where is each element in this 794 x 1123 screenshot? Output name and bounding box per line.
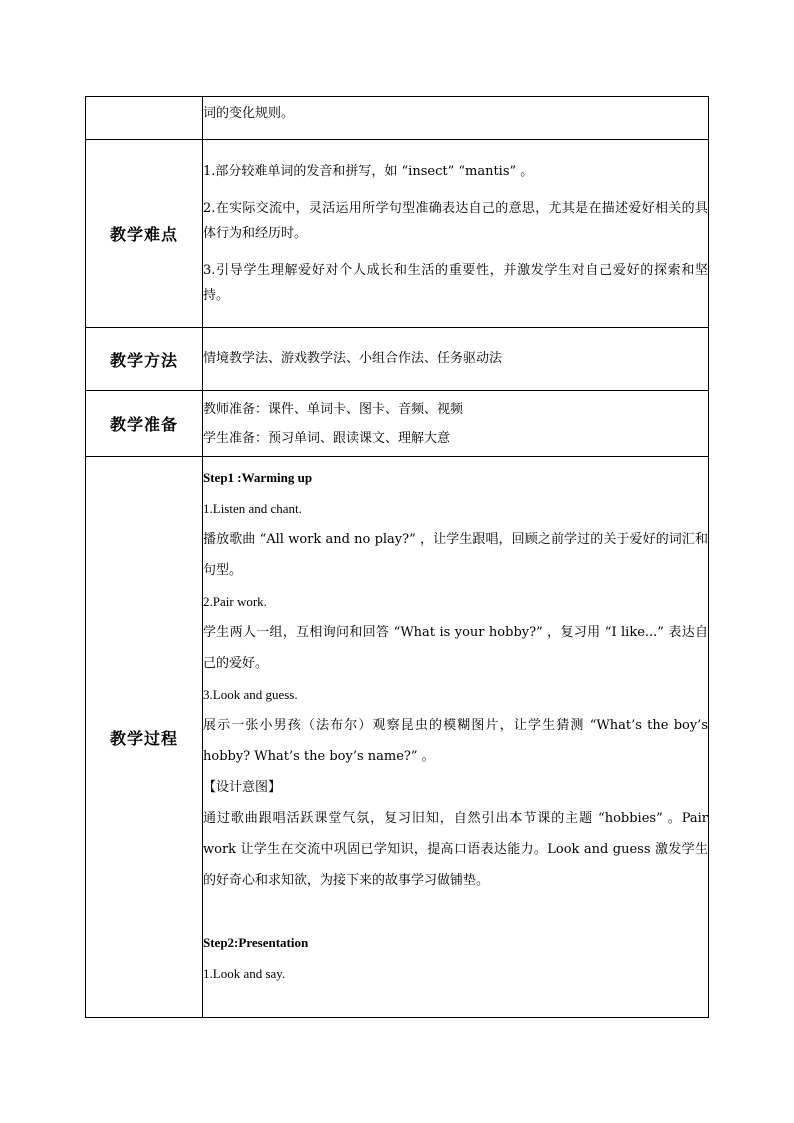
process-label: 教学过程	[109, 728, 178, 748]
content-cell-methods	[203, 328, 709, 391]
content-cell-preparation	[203, 391, 709, 457]
student-preparation: 学生准备：预习单词、跟读课文、理解大意	[203, 430, 451, 446]
design-intent-heading: 【设计意图】	[203, 780, 282, 795]
blank-line	[203, 896, 708, 927]
step2-title: Step2:Presentation	[203, 935, 309, 950]
step1-heading-2: 2.Pair work.	[203, 594, 267, 609]
table-row-process	[86, 457, 709, 1018]
preparation-label: 教学准备	[109, 415, 178, 434]
step2-heading-1: 1.Look and say.	[203, 966, 286, 981]
difficulty-item-1: 1.部分较难单词的发音和拼写，如 “insect” “mantis” 。	[203, 164, 534, 179]
rules-text: 词的变化规则。	[203, 106, 295, 121]
step1-heading-3: 3.Look and guess.	[203, 687, 298, 702]
methods-label: 教学方法	[109, 350, 178, 370]
content-cell-difficulties	[203, 140, 709, 328]
label-cell-empty	[86, 97, 203, 140]
methods-text: 情境教学法、游戏教学法、小组合作法、任务驱动法	[203, 351, 503, 366]
table-row-methods	[86, 328, 709, 391]
lesson-plan-table	[85, 96, 709, 1018]
table-row-difficulties	[86, 140, 709, 328]
table-row-rules	[86, 97, 709, 140]
step1-title: Step1 :Warming up	[203, 470, 313, 485]
label-cell-difficulties	[86, 140, 203, 328]
step1-text-2: 学生两人一组，互相询问和回答 “What is your hobby?” ，复习用 “I like...” 表达自己的爱好。	[203, 625, 708, 671]
table-row-preparation	[86, 391, 709, 457]
label-cell-preparation	[86, 391, 203, 457]
design-intent-text: 通过歌曲跟唱活跃课堂气氛，复习旧知，自然引出本节课的主题 “hobbies” 。Pair work 让学生在交流中巩固已学知识，提高口语表达能力。Look and guess 激发学生的好奇心和求知欲，为接下来的故事学习做铺垫。	[203, 811, 708, 888]
step1-heading-1: 1.Listen and chant.	[203, 501, 302, 516]
step1-text-1: 播放歌曲 “All work and no play?” ，让学生跟唱，回顾之前学过的关于爱好的词汇和句型。	[203, 532, 708, 578]
difficulty-item-2: 2.在实际交流中，灵活运用所学句型准确表达自己的意思，尤其是在描述爱好相关的具体行为和经历时。	[203, 201, 708, 241]
content-cell-rules	[203, 97, 709, 140]
label-cell-methods	[86, 328, 203, 391]
difficulties-label: 教学难点	[109, 225, 178, 244]
teacher-preparation: 教师准备：课件、单词卡、图卡、音频、视频	[203, 401, 464, 417]
step1-text-3: 展示一张小男孩（法布尔）观察昆虫的模糊图片，让学生猜测 “What’s the boy’s hobby? What’s the boy’s name?” 。	[203, 718, 708, 764]
label-cell-process	[86, 457, 203, 1018]
difficulty-item-3: 3.引导学生理解爱好对个人成长和生活的重要性，并激发学生对自己爱好的探索和坚持。	[203, 263, 708, 303]
content-cell-process	[203, 457, 709, 1018]
